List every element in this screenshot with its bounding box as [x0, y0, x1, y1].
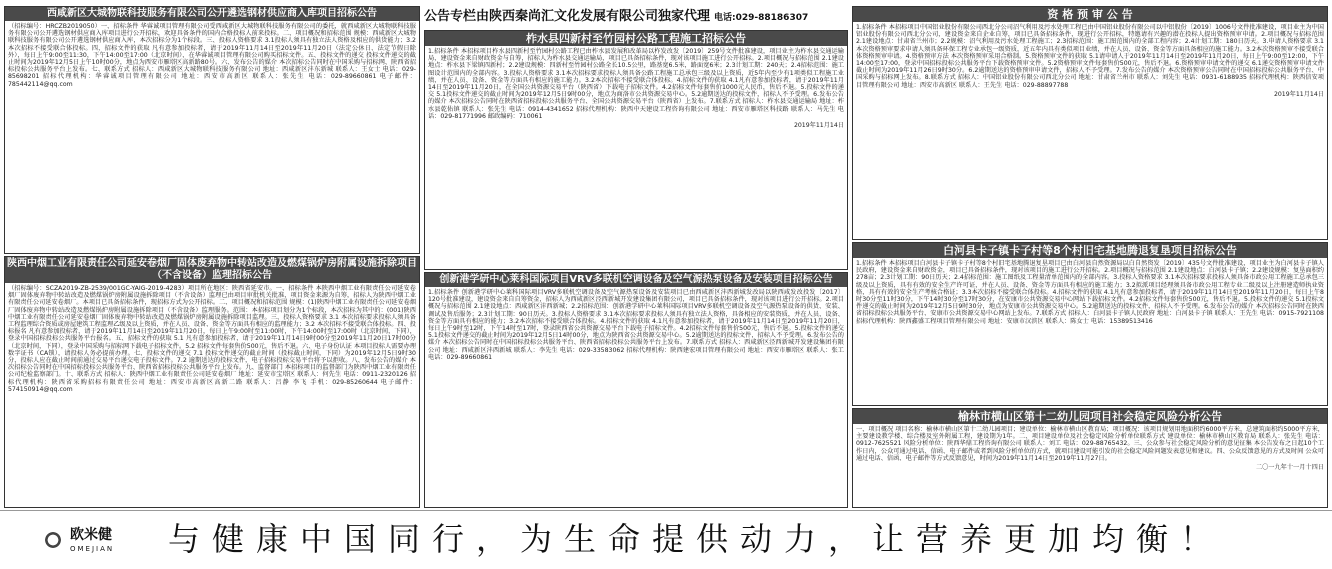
notice-title: 西咸新区大城物联科技服务有限公司公开遴选钢材供应商入库项目招标公告 — [5, 7, 419, 21]
notice-body: 1.招标条件 本招标项目柞水县四新村至竹园村公路工程已由柞水县发展和改革局以柞发改发〔2019〕259号文件批准建设，项目业主为柞水县交通运输局，建设资金来自财政资金与自筹，招标人为柞水县交通运输局，项目已具备招标条件，现对该项目施工进行公开招标。2.项目概况与招标范围 2.1建设地点：柞水县下梁镇四新村；2.2建设规模：四新村至竹园村公路全长10.5公里，路基宽6.5米，路面宽6米；2.3计划工期：240天；2.4招标范围：施工图设计范围内的全部内容。3.投标人资格要求 3.1本次招标要求投标人须具备公路工程施工总承包三级及以上资质，近5年内至少有1项类似工程施工业绩，并在人员、设备、资金等方面具有相应的施工能力。3.2本次招标不接受联合体投标。4.招标文件的获取 4.1凡有意参加投标者，请于2019年11月14日至2019年11月20日，在全国公共资源交易平台（陕西省）下载电子招标文件。4.2招标文件每套售价1000元人民币，售后不退。5.投标文件的递交 5.1投标文件递交的截止时间为2019年12月5日9时00分，地点为商洛市公共资源交易中心。5.2逾期送达的投标文件，招标人不予受理。6.发布公告的媒介 本次招标公告同时在陕西省招标投标公共服务平台、全国公共资源交易平台（陕西省）上发布。7.联系方式 招标人：柞水县交通运输局 地址：柞水县乾佑镇 联系人：张先生 电话：0914-4341652 招标代理机构：陕西中天建设工程咨询有限公司 地址：西安市雁塔区科技路 联系人：马先生 电话：029-81771996 邮政编码：710061 — [428, 48, 844, 120]
notice-title: 资 格 预 审 公 告 — [853, 7, 1327, 22]
footer-advert — [0, 510, 1332, 569]
brand-name-en: OMEJIAN — [70, 545, 115, 553]
notice-prequalification — [852, 6, 1328, 240]
middle-column — [424, 6, 848, 506]
notice-title: 榆林市横山区第十二幼儿园项目社会稳定风险分析公告 — [853, 409, 1327, 424]
notice-body: 1.招标条件 创新港学研中心莱科国际项目VRV多联机空调设备及空气源热泵设备及安装项目已由西咸新区沣西新城发改局以陕西咸发改投发〔2017〕120号批准建设，建设资金来自自筹资金，招标人为西咸新区泾西新城开发建设集团有限公司，项目已具备招标条件，现对该项目进行公开招标。2.项目概况与招标范围 2.1建设地点：西咸新区沣西新城；2.2招标范围：创新港学研中心莱科国际项目VRV多联机空调设备及空气源热泵设备的供货、安装、调试及售后服务；2.3计划工期：90日历天。3.投标人资格要求 3.1本次招标要求投标人须具有独立法人资格，具备相应的安装资质，并在人员、设备、资金等方面具有相应的能力；3.2本次招标不接受联合体投标。4.招标文件的获取 4.1凡有意参加投标者，请于2019年11月14日至2019年11月20日，每日上午9时至12时，下午14时至17时，登录陕西省公共资源交易平台下载电子招标文件。4.2招标文件每套售价500元，售后不退。5.投标文件的递交 5.1投标文件递交的截止时间为2019年12月5日14时00分，地点为陕西省公共资源交易中心。5.2逾期送达的投标文件，招标人不予受理。6.发布公告的媒介 本次招标公告同时在中国招标投标公共服务平台、陕西省招标投标公共服务平台上发布。7.联系方式 招标人：西咸新区泾西新城开发建设集团有限公司 地址：西咸新区沣西新城 联系人：李先生 电话：029-33583062 招标代理机构：陕西建宏项目管理有限公司 地址：西安市雁塔区 联系人：张工 电话：029-89660861 — [428, 289, 844, 361]
notice-date: 2019年11月14日 — [793, 122, 844, 130]
notice-zhashui-road — [424, 30, 848, 270]
notice-vrv-aircon — [424, 272, 848, 508]
left-column — [4, 6, 420, 506]
advert-slogan: 与健康中国同行，为生命提供动力，让营养更加均衡！ — [168, 520, 1225, 558]
notice-dacheng-steel — [4, 6, 420, 254]
notice-body: （招标编号：SCZA2019-ZB-2539/001GC-YAIG-2019-4283）项目所在地区：陕西省延安市。一、招标条件 本陕西中烟工业有限责任公司延安卷烟厂固体废弃物中转站改造及燃煤锅炉房附属设施拆除项目（不含设备）监理已由项目审批机关批准，项目资金来源为自筹，招标人为陕西中烟工业有限责任公司延安卷烟厂。本项目已具备招标条件，现招标方式为公开招标。二、项目概况和招标范围 规模：(1)陕西中烟工业有限责任公司延安卷烟厂固体废弃物中转站改造及燃煤锅炉房附属设施拆除项目（不含设备）监理服务。范围：本招标项目划分为1个标段，本次招标为其中的：(001)陕西中烟工业有限责任公司延安卷烟厂固体废弃物中转站改造及燃煤锅炉房附属设施拆除项目监理。三、投标人资格要求 3.1 本次招标要求投标人须具备工程监理综合资质或房屋建筑工程监理乙级及以上资质，并在人员、设备、资金等方面具有相应的监理能力；3.2 本次招标不接受联合体投标。四、投标报名 凡有意参加投标者，请于2019年11月14日至2019年11月20日，每日上午9:00时至11:00时，下午14:00时至17:00时（北京时间，下同），登录中国招标投标公共服务平台报名。五、招标文件的获取 5.1 凡有意参加投标者，请于2019年11月14日9时00分至2019年11月20日17时00分（北京时间，下同），登录中国采购与招标网下载电子招标文件。5.2 招标文件每套售价500元，售后不退。六、电子身份认证 本项目投标人需要办理数字证书（CA锁），请投标人务必提前办理。七、投标文件的递交 7.1 投标文件递交的截止时间（投标截止时间，下同）为2019年12月5日9时30分，投标人应在截止时间前通过交易平台递交电子投标文件。7.2 逾期送达的投标文件，电子招标投标交易平台将予以拒收。八、发布公告的媒介 本次招标公告同时在中国招标投标公共服务平台、陕西省招标投标公共服务平台上发布。九、监督部门 本招标项目的监督部门为陕西中烟工业有限责任公司纪检监察部门。十、联系方式 招标人：陕西中烟工业有限责任公司延安卷烟厂 地址：延安市宝塔区 联系人：何先生 电话：0911-2320126 招标代理机构：陕西省采购招标有限责任公司 地址：西安市高新区高新二路 联系人：吕静 李飞 手机：029-85260644 电子邮件：574150914@qq.com — [8, 285, 416, 393]
notice-baihe-reclamation — [852, 242, 1328, 406]
notice-title: 白河县卡子镇卡子村等8个村旧宅基地腾退复垦项目招标公告 — [853, 243, 1327, 258]
notice-date: 二〇一九年十一月十四日 — [1255, 464, 1324, 472]
brand-logo — [40, 523, 150, 559]
brand-mark-icon — [40, 527, 66, 553]
notice-body: 1.招标条件 本招标项目中国铝业股份有限公司西北分公司沼气利用及污水处理工程已由中国铝业股份有限公司以中铝股份〔2019〕1006号文件批准建设，项目业主为中国铝业股份有限公司西北分公司，建设资金来自企业自筹，项目已具备招标条件，现进行公开招标，特邀请有兴趣的潜在投标人提出资格预审申请。2.项目概况与招标范围 2.1建设地点：甘肃省兰州市；2.2规模：沼气利用及污水处理工程施工；2.3招标范围：施工图范围内的全部工程内容；2.4计划工期：180日历天。3.申请人资格要求 3.1本次资格预审要求申请人须具备环保工程专业承包一级资质，近五年内具有类似项目业绩，并在人员、设备、资金等方面具备相应的施工能力。3.2本次资格预审不接受联合体资格预审申请。4.资格预审方法 本次资格预审采用合格制。5.资格预审文件的获取 5.1请申请人于2019年11月14日至2019年11月20日，每日上午9:00至12:00，下午14:00至17:00，登录中国招标投标公共服务平台下载资格预审文件。5.2资格预审文件每套售价500元，售后不退。6.资格预审申请文件的递交 6.1递交资格预审申请文件截止时间为2019年11月26日9时30分。6.2逾期送达的资格预审申请文件，招标人不予受理。7.发布公告的媒介 本次资格预审公告同时在中国招标投标公共服务平台、中国采购与招标网上发布。8.联系方式 招标人：中国铝业股份有限公司西北分公司 地址：甘肃省兰州市 联系人：刘先生 电话：0931-6188935 招标代理机构：陕西信安项目管理有限公司 地址：西安市高新区 联系人：王先生 电话：029-88897788 — [856, 24, 1324, 89]
notice-body: （招标编号：HRCZB2019050）一、招标条件 华睿诚项目管理有限公司受西咸新区大城物联科技服务有限公司的委托，就西咸新区大城物联科技服务有限公司公开遴选钢材供应商入库项目进行公开招标，欢迎具备条件的国内合格投标人前来投标。二、项目概况和招标范围 规模：西咸新区大城物联科技服务有限公司公开遴选钢材供应商入库，本次招标分为1个标段。三、投标人资格要求 3.1投标人须具有独立法人资格及相应的供货能力；3.2 本次招标不接受联合体投标。四、招标文件的获取 凡有意参加投标者，请于2019年11月14日至2019年11月20日（法定公休日、法定节假日除外），每日上午9:00至11:30，下午14:00至17:00（北京时间），在华睿诚项目管理有限公司购买招标文件。五、投标文件的递交 投标文件递交的截止时间为2019年12月5日上午10时00分，地点为西安市雁塔区高新路80号。六、发布公告的媒介 本次招标公告同时在中国采购与招标网、陕西省招标投标公共服务平台上发布。七、联系方式 招标人：西咸新区大城物联科技服务有限公司 地址：西咸新区沣东新城 联系人：王女士 电话：029-85698201 招标代理机构：华睿诚项目管理有限公司 地址：西安市高新区 联系人：张先生 电话：029-89660861 电子邮件：785442114@qq.com — [8, 23, 416, 88]
agency-banner — [424, 6, 848, 28]
notice-body: 一、项目概况 项目名称：榆林市横山区第十二幼儿园项目；建设单位：榆林市横山区教育局；项目概况：该项目规划用地面积约6000平方米，总建筑面积约5000平方米，主要建设教学楼、综合楼及室外附属工程，建设期为1年。二、项目建设单位及社会稳定风险分析单位联系方式 建设单位：榆林市横山区教育局 联系人：张先生 电话：0912-7625521 风险分析单位：陕西华鼎工程咨询有限公司 联系人：刘工 电话：029-88765432。三、公众参与社会稳定风险分析的意见征集 本公告发布之日起10个工作日内，公众可通过电话、信函、电子邮件或者到风险分析单位的方式，就项目建设可能引发的社会稳定风险问题发表意见和建议。四、公众反馈意见的方式及时间 公众可通过电话、信函、电子邮件等方式反馈意见，时间为2019年11月14日至2019年11月27日。 — [856, 426, 1324, 462]
notice-body: 1.招标条件 本招标项目白河县卡子镇卡子村等8个村旧宅基地腾退复垦项目已由白河县自然资源局以白自然资发〔2019〕435号文件批准建设，项目业主为白河县卡子镇人民政府，建设资金来自财政资金，项目已具备招标条件，现对该项目的施工进行公开招标。2.项目概况与招标范围 2.1建设地点：白河县卡子镇；2.2建设规模：复垦面积约278亩；2.3计划工期：90日历天；2.4招标范围：施工图纸及工程量清单范围内的全部内容。3.投标人资格要求 3.1本次招标要求投标人须具备市政公用工程施工总承包三级及以上资质，具有有效的安全生产许可证，并在人员、设备、资金等方面具有相应的施工能力；3.2拟派项目经理须具备市政公用工程专业二级及以上注册建造师执业资格，具有有效的安全生产考核合格证；3.3本次招标不接受联合体投标。4.招标文件的获取 4.1凡有意参加投标者，请于2019年11月14日至2019年11月20日，每日上午8时30分至11时30分，下午14时30分至17时30分，在安康市公共资源交易中心网站下载招标文件。4.2招标文件每套售价500元，售后不退。5.投标文件的递交 5.1投标文件递交的截止时间为2019年12月5日9时30分，地点为安康市公共资源交易中心。5.2逾期送达的投标文件，招标人不予受理。6.发布公告的媒介 本次招标公告同时在陕西省招标投标公共服务平台、安康市公共资源交易中心网站上发布。7.联系方式 招标人：白河县卡子镇人民政府 地址：白河县卡子镇 联系人：王先生 电话：0915-7921108 招标代理机构：陕西鑫盛工程项目管理有限公司 地址：安康市汉滨区 联系人：陈女士 电话：15389513416 — [856, 260, 1324, 325]
notice-date: 2019年11月14日 — [1273, 90, 1324, 98]
notice-title: 创新港学研中心莱科国际项目VRV多联机空调设备及空气源热泵设备及安装项目招标公告 — [425, 273, 847, 287]
notice-yanan-tobacco — [4, 256, 420, 508]
agency-text: 公告专栏由陕西秦尚汇文化发展有限公司独家代理 — [424, 9, 711, 24]
notice-title: 柞水县四新村至竹园村公路工程施工招标公告 — [425, 31, 847, 46]
agency-phone: 电话:029-88186307 — [714, 13, 809, 23]
right-column — [852, 6, 1328, 506]
notice-yulin-kindergarten — [852, 408, 1328, 508]
brand-name: 欧米健 — [70, 527, 112, 543]
notice-title: 陕西中烟工业有限责任公司延安卷烟厂固体废弃物中转站改造及燃煤锅炉房附属设施拆除项目（不含设备）监理招标公告 — [7, 258, 417, 281]
